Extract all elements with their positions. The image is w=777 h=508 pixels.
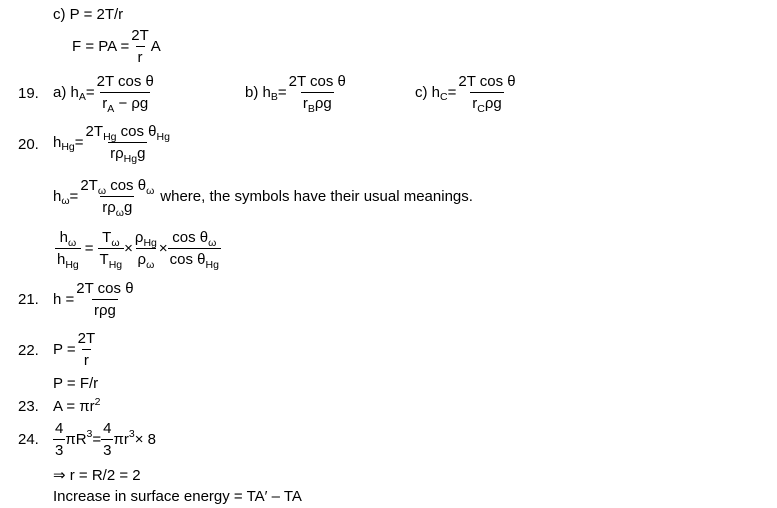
- den-part: r: [102, 94, 108, 112]
- den-part: rρ: [102, 198, 116, 216]
- num-part: h: [59, 229, 68, 246]
- numerator: 2T cos θ: [288, 73, 346, 90]
- denominator: [136, 248, 157, 271]
- den-part: − ρg: [114, 94, 149, 112]
- times-sign: ×: [124, 240, 133, 258]
- note-text: where, the symbols have their usual meanings.: [160, 188, 473, 206]
- numerator: [58, 230, 79, 248]
- equals: =: [277, 84, 287, 102]
- subscript: Hg: [108, 258, 123, 271]
- fraction: [95, 73, 156, 115]
- subscript: ω: [111, 237, 120, 249]
- fraction-h: [55, 229, 81, 271]
- question-number-20: 20.: [18, 136, 39, 153]
- numerator: [78, 178, 156, 196]
- equation-h-omega: [53, 177, 473, 219]
- numerator: 2T: [77, 330, 96, 347]
- subscript: ω: [97, 185, 107, 197]
- den-part: ρg: [484, 94, 502, 112]
- den-part: cos θ: [169, 250, 206, 268]
- subscript: Hg: [61, 140, 75, 153]
- denominator: r: [136, 46, 145, 66]
- numerator: [100, 230, 121, 248]
- equation-19c: [415, 73, 518, 115]
- num-part: cos θ: [116, 123, 157, 140]
- equation-23: [53, 396, 101, 415]
- equals: =: [84, 240, 94, 258]
- fraction-cos: [168, 229, 221, 271]
- equals: =: [74, 134, 84, 152]
- denominator: [301, 92, 334, 115]
- fraction: [101, 421, 113, 459]
- subscript: C: [440, 90, 448, 103]
- denominator: [470, 92, 503, 115]
- superscript: 2: [94, 396, 101, 408]
- den-part: ρg: [314, 94, 332, 112]
- den-part: rρ: [110, 144, 124, 162]
- subscript: B: [307, 102, 315, 115]
- num-part: cos θ: [106, 177, 147, 194]
- term: × 8: [134, 431, 156, 449]
- fraction: [74, 281, 135, 319]
- denominator: [55, 248, 81, 271]
- den-part: g: [137, 144, 146, 162]
- fraction: [76, 331, 98, 369]
- label: c) h: [415, 84, 441, 102]
- equation-19a: [53, 73, 156, 115]
- subscript: Hg: [156, 131, 170, 143]
- denominator: [98, 248, 125, 271]
- denominator: 3: [53, 439, 65, 459]
- superscript: 3: [86, 427, 93, 440]
- times-sign: ×: [158, 240, 168, 258]
- equation-24: [53, 421, 156, 459]
- numerator: 2T cos θ: [458, 73, 516, 90]
- denominator: [108, 142, 147, 165]
- num-part: ρ: [134, 229, 144, 246]
- den-part: g: [123, 198, 133, 216]
- label: b) h: [245, 84, 271, 102]
- equals: =: [92, 431, 102, 449]
- num-part: cos θ: [172, 229, 209, 246]
- numerator: [133, 230, 159, 248]
- equation-ratio: [55, 229, 221, 271]
- term: πR: [65, 431, 87, 449]
- question-number-19: 19.: [18, 85, 39, 102]
- question-number-23: 23.: [18, 398, 39, 415]
- num-part: 2T: [80, 177, 98, 194]
- den-part: T: [99, 250, 109, 268]
- denominator: [100, 92, 150, 115]
- question-number-22: 22.: [18, 342, 39, 359]
- fraction: [53, 421, 65, 459]
- equation-20: [53, 123, 172, 165]
- text-line-p-f-r: P = F/r: [53, 375, 99, 392]
- fraction-t: [98, 229, 125, 271]
- subscript: ω: [67, 237, 77, 249]
- text-line-c: c) P = 2T/r: [53, 6, 124, 23]
- subscript: Hg: [205, 258, 219, 271]
- superscript: 3: [128, 427, 135, 440]
- subscript: A: [107, 102, 115, 115]
- equation-19b: [245, 73, 348, 115]
- eq-rhs: A: [150, 38, 161, 56]
- fraction: [456, 73, 517, 115]
- subscript: Hg: [65, 258, 79, 271]
- numerator: 4: [55, 420, 64, 437]
- term: πr: [113, 431, 129, 449]
- numerator: 4: [103, 420, 112, 437]
- question-number-21: 21.: [18, 291, 39, 308]
- subscript: Hg: [103, 131, 117, 143]
- denominator: r: [82, 349, 91, 369]
- denominator: rρg: [92, 299, 118, 319]
- fraction: [287, 73, 348, 115]
- denominator: [100, 196, 134, 219]
- equation-22: [53, 331, 97, 369]
- text-line-surface-energy: Increase in surface energy = TA′ – TA: [53, 488, 302, 505]
- fraction: [84, 123, 172, 165]
- numerator: [170, 230, 218, 248]
- numerator: 2T: [131, 27, 149, 44]
- numerator: 2T cos θ: [96, 73, 154, 90]
- equals: =: [69, 188, 79, 206]
- eq-text: A = πr: [53, 398, 95, 415]
- subscript: ω: [61, 194, 70, 207]
- denominator: 3: [101, 439, 113, 459]
- text-line-r: ⇒ r = R/2 = 2: [53, 467, 141, 484]
- subscript: Hg: [143, 237, 157, 249]
- num-part: T: [102, 229, 112, 246]
- fraction: [78, 177, 156, 219]
- den-part: r: [472, 94, 478, 112]
- lhs: P =: [53, 341, 76, 359]
- lhs: h =: [53, 291, 75, 309]
- subscript: A: [78, 90, 86, 103]
- fraction: [129, 28, 151, 66]
- den-part: ρ: [137, 250, 147, 268]
- subscript: ω: [115, 206, 124, 219]
- den-part: h: [57, 250, 66, 268]
- equals: =: [447, 84, 457, 102]
- lhs: h: [53, 134, 62, 152]
- label: a) h: [53, 84, 79, 102]
- den-part: r: [302, 94, 308, 112]
- equation-force: [72, 28, 161, 66]
- question-number-24: 24.: [18, 431, 39, 448]
- subscript: C: [477, 102, 485, 115]
- subscript: ω: [208, 237, 217, 249]
- numerator: 2T cos θ: [76, 280, 134, 297]
- fraction-rho: [133, 229, 159, 271]
- subscript: ω: [146, 185, 155, 197]
- subscript: Hg: [123, 152, 138, 165]
- denominator: [168, 248, 221, 271]
- equals: =: [85, 84, 95, 102]
- subscript: B: [270, 90, 278, 103]
- lhs: h: [53, 188, 62, 206]
- numerator: [84, 124, 172, 142]
- equation-21: [53, 281, 136, 319]
- num-part: 2T: [85, 123, 104, 140]
- eq-lhs: F = PA =: [72, 38, 130, 56]
- subscript: ω: [146, 258, 155, 271]
